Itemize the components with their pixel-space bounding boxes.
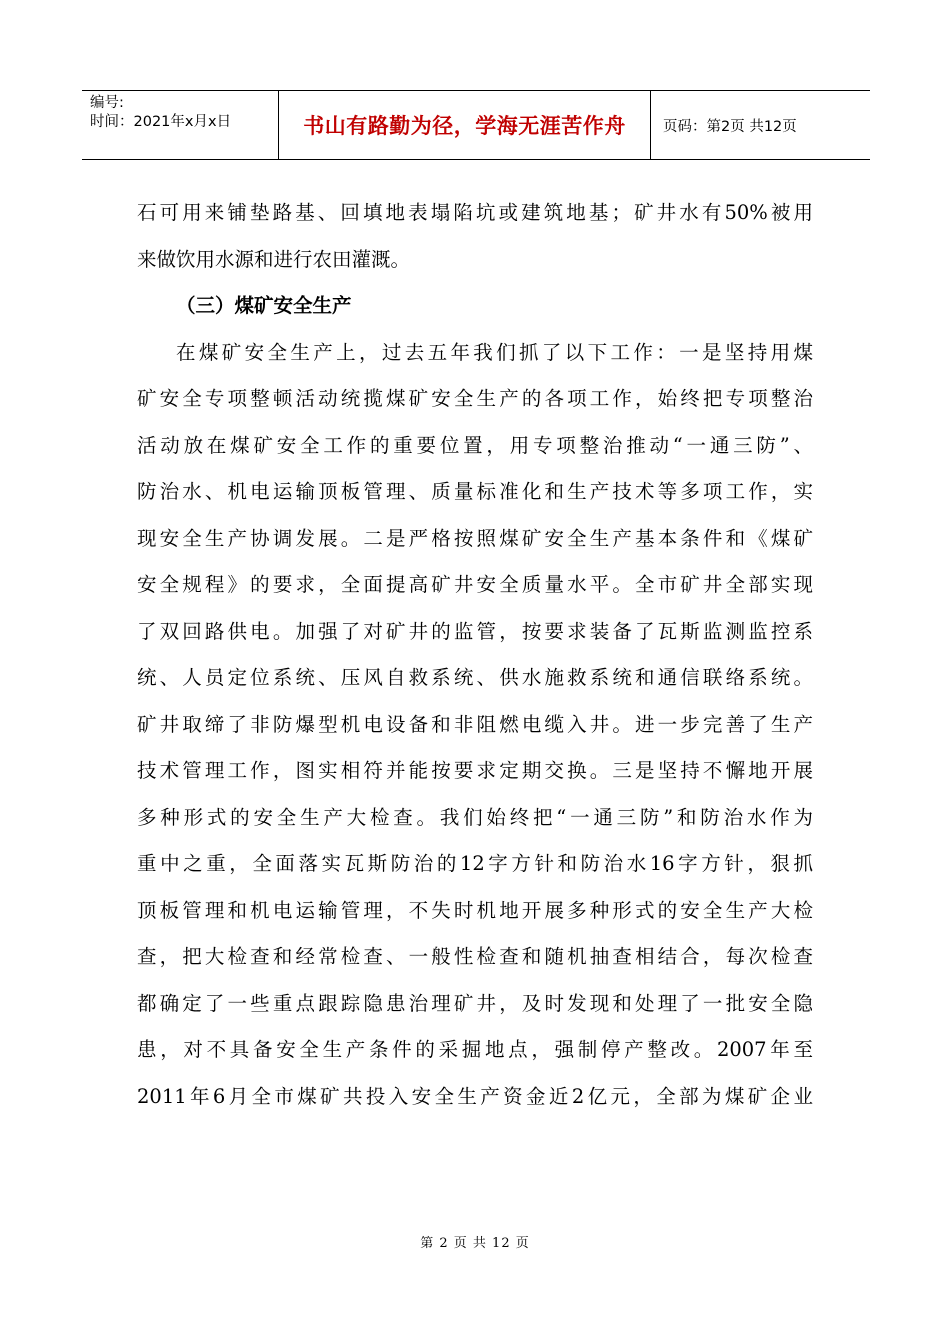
paragraph-line: 查，把大检查和经常检查、一般性检查和随机抽查相结合，每次检查: [137, 945, 813, 968]
paragraph-line: 在煤矿安全生产上，过去五年我们抓了以下工作：一是坚持用煤: [176, 340, 813, 364]
time-label: 时间：2021年x月x日: [90, 114, 232, 130]
section-heading: （三）煤矿安全生产: [176, 294, 352, 317]
paragraph-line: 活动放在煤矿安全工作的重要位置，用专项整治推动“一通三防”、: [137, 433, 813, 457]
paragraph-line: 安全规程》的要求，全面提高矿井安全质量水平。全市矿井全部实现: [137, 573, 813, 596]
document-body: [137, 190, 813, 1120]
paragraph-line: 矿安全专项整顿活动统揽煤矿安全生产的各项工作，始终把专项整治: [137, 387, 813, 410]
paragraph-line: 顶板管理和机电运输管理，不失时机地开展多种形式的安全生产大检: [137, 898, 813, 922]
header-page-code: 页码：第2页 共12页: [663, 118, 797, 135]
paragraph-line: 了双回路供电。加强了对矿井的监管，按要求装备了瓦斯监测监控系: [137, 619, 813, 643]
paragraph-line: 多种形式的安全生产大检查。我们始终把“一通三防”和防治水作为: [137, 805, 813, 829]
paragraph-line: 矿井取缔了非防爆型机电设备和非阻燃电缆入井。进一步完善了生产: [137, 712, 813, 736]
header-motto: 书山有路勤为径，学海无涯苦作舟: [279, 91, 651, 159]
paragraph-line: 现安全生产协调发展。二是严格按照煤矿安全生产基本条件和《煤矿: [137, 526, 813, 550]
header-meta: [82, 91, 279, 159]
body-line: 石可用来铺垫路基、回填地表塌陷坑或建筑地基；矿井水有50%被用: [137, 201, 813, 224]
paragraph-line: 患，对不具备安全生产条件的采掘地点，强制停产整改。2007年至: [137, 1038, 813, 1061]
paragraph-line: 技术管理工作，图实相符并能按要求定期交换。三是坚持不懈地开展: [137, 759, 813, 782]
paragraph-line: 统、人员定位系统、压风自救系统、供水施救系统和通信联络系统。: [137, 666, 813, 689]
number-label: 编号:: [90, 95, 124, 111]
body-line: 来做饮用水源和进行农田灌溉。: [137, 247, 411, 271]
document-header: [82, 90, 870, 160]
paragraph-line: 都确定了一些重点跟踪隐患治理矿井，及时发现和处理了一批安全隐: [137, 991, 813, 1015]
paragraph-line: 2011年6月全市煤矿共投入安全生产资金近2亿元，全部为煤矿企业: [137, 1084, 813, 1108]
paragraph-line: 重中之重，全面落实瓦斯防治的12字方针和防治水16字方针，狠抓: [137, 852, 813, 875]
paragraph-line: 防治水、机电运输顶板管理、质量标准化和生产技术等多项工作，实: [137, 480, 813, 503]
page-footer: 第 2 页 共 12 页: [420, 1236, 530, 1251]
